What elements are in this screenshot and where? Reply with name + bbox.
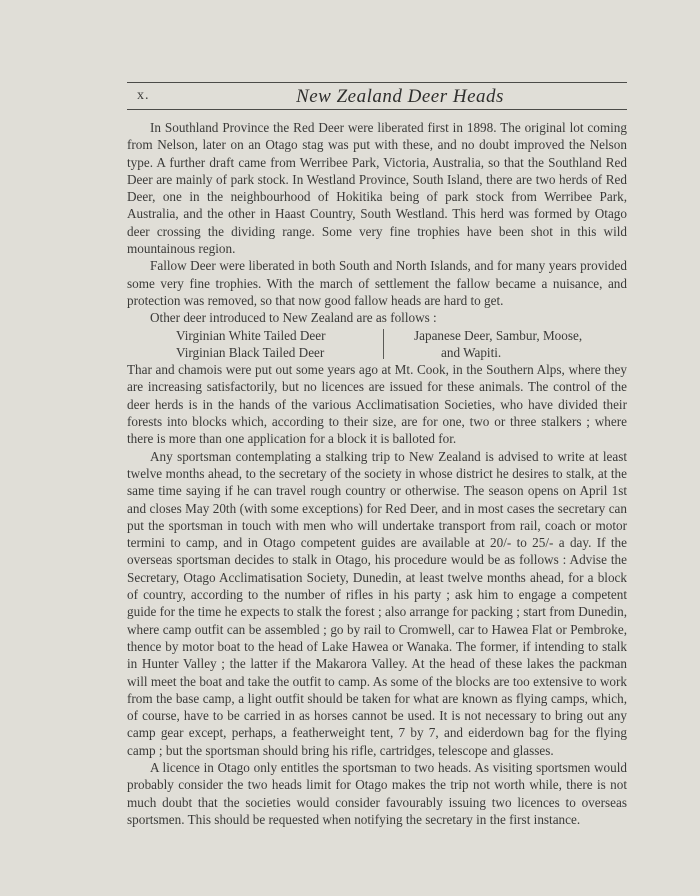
deer-list-right-column (384, 327, 582, 362)
paragraph-licence: A licence in Otago only entitles the sportsman to two heads. As visiting sportsmen would probably consider the two heads limit for Otago makes the trip not worth while, there is not much doubt that the societies would consider favourably issuing two licences to overseas sportsmen. This should be requested when notifying the secretary in the first instance. (127, 759, 627, 827)
paragraph-thar-chamois: Thar and chamois were put out some years ago at Mt. Cook, in the Southern Alps, where they are increasing satisfactorily, but no licences are issued for these animals. The control of the deer herds is in the hands of the various Acclimatisation Societies, who have divided their forests into blocks which, according to their size, are for one, two or three stalkers ; where there is more than one application for a block it is balloted for. (127, 362, 627, 447)
header-rule-top (127, 82, 627, 83)
deer-list-item: and Wapiti. (441, 344, 502, 360)
deer-species-list (127, 327, 627, 362)
header-rule-bottom (127, 109, 627, 110)
page-number: x. (137, 88, 150, 103)
deer-list-item: Virginian Black Tailed Deer (176, 344, 325, 360)
deer-list-item: Japanese Deer, Sambur, Moose, (414, 327, 583, 343)
paragraph-stalking-trip: Any sportsman contemplating a stalking trip to New Zealand is advised to write at least twelve months ahead, to the secretary of the society in whose district he desires to stalk, at the same time saying if he can travel rough country or otherwise. The season opens on April 1st and closes May 20th (with some exceptions) for Red Deer, and in most cases the secretary can put the sportsman in touch with men who will undertake transport from rail, coach or motor termini to camp, and in Otago competent guides are available at 20/- to 25/- a day. If the overseas sportsman decides to stalk in Otago, his procedure would be as follows : Advise the Secretary, Otago Acclimatisation Society, Dunedin, at least twelve months ahead, for a block of country, according to the number of rifles in his party ; ask him to engage a competent guide for the time he expects to stalk the forest ; also arrange for packing ; start from Dunedin, where camp outfit can be assembled ; go by rail to Cromwell, car to Hawea Flat or Pembroke, thence by motor boat to the head of Lake Hawea or Wanaka. The former, if intending to stalk in Hunter Valley ; the latter if the Makarora Valley. At the head of these lakes the packman will meet the boat and take the outfit to camp. As some of the blocks are too extensive to work from the base camp, a light outfit should be taken for what are known as flying camps, which, of course, have to be carried in as horses cannot be used. It is not necessary to bring out any camp gear except, perhaps, a featherweight tent, 7 by 7, and eiderdown bag for the flying camp ; but the sportsman should bring his rifle, cartridges, telescope and glasses. (127, 448, 627, 758)
paragraph-other-deer-intro: Other deer introduced to New Zealand are as follows : (150, 310, 437, 326)
body-text (127, 119, 627, 828)
deer-list-left-column (127, 327, 383, 362)
paragraph-southland: In Southland Province the Red Deer were liberated first in 1898. The original lot coming from Nelson, later on an Otago stag was put with these, and no doubt improved the Nelson type. A further draft came from Werribee Park, Victoria, Australia, so that the Southland Red Deer are mainly of park stock. In Westland Province, South Island, there are two herds of Red Deer, one in the neighbourhood of Hokitika being of park stock from Werribee Park, Australia, and the other in Haast Country, South Westland. This herd was formed by Otago deer crossing the dividing range. Some very fine trophies have been shot in this wild mountainous region. (127, 120, 627, 257)
running-title: New Zealand Deer Heads (296, 86, 504, 107)
paragraph-fallow-deer: Fallow Deer were liberated in both South and North Islands, and for many years provided some very fine trophies. With the march of settlement the fallow became a nuisance, and protection was removed, so that now good fallow heads are hard to get. (127, 258, 627, 308)
deer-list-item: Virginian White Tailed Deer (176, 327, 326, 343)
